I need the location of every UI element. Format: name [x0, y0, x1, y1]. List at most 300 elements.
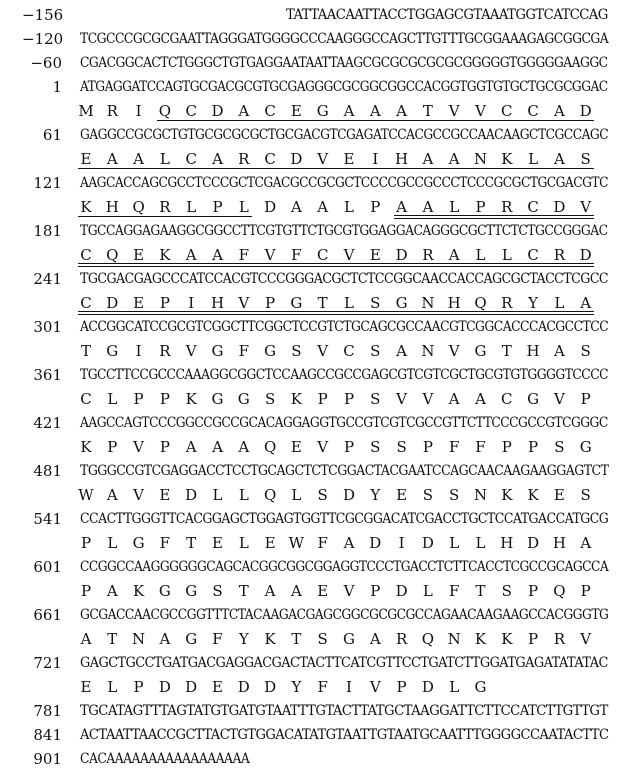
nucleotide-sequence: CCACTTGGGTTCACGGAGCTGGAGTGGTTCGCGGACATCGACCTGCTCCATGACCATGCG: [80, 511, 609, 527]
amino-acid-residue: E: [290, 438, 302, 456]
nucleotide-sequence: TATTAACAATTACCTGGAGCGTAAATGGTCATCCAG: [286, 7, 608, 23]
amino-acid-residue: Q: [158, 102, 172, 120]
amino-acid-residue: L: [501, 246, 512, 264]
amino-acid-residue: R: [553, 630, 566, 648]
amino-acid-residue: G: [290, 294, 303, 312]
position-number: 901: [33, 750, 62, 768]
domain-double-underline: [394, 215, 594, 219]
sequence-line: [0, 220, 627, 244]
amino-acid-translation: [80, 244, 610, 266]
amino-acid-residue: S: [370, 294, 381, 312]
position-number: −120: [22, 30, 64, 48]
amino-acid-residue: W: [78, 486, 94, 504]
amino-acid-residue: L: [238, 534, 249, 552]
amino-acid-residue: V: [580, 198, 592, 216]
amino-acid-residue: Q: [263, 486, 277, 504]
amino-acid-residue: V: [133, 486, 145, 504]
amino-acid-residue: G: [211, 342, 224, 360]
amino-acid-residue: C: [501, 102, 513, 120]
amino-acid-residue: A: [448, 390, 460, 408]
amino-acid-residue: I: [188, 294, 195, 312]
amino-acid-residue: S: [264, 390, 276, 408]
amino-acid-residue: D: [237, 678, 250, 696]
amino-acid-residue: V: [264, 246, 276, 264]
amino-acid-translation: [80, 676, 610, 698]
amino-acid-residue: L: [449, 198, 460, 216]
amino-acid-residue: D: [369, 534, 382, 552]
amino-acid-residue: P: [343, 390, 355, 408]
amino-acid-residue: P: [159, 438, 170, 456]
amino-acid-line: [0, 292, 627, 316]
amino-acid-residue: G: [474, 678, 487, 696]
position-number: 841: [33, 726, 62, 744]
amino-acid-residue: I: [135, 102, 142, 120]
amino-acid-residue: M: [78, 102, 94, 120]
amino-acid-residue: A: [553, 102, 565, 120]
sequence-line: [0, 556, 627, 580]
amino-acid-residue: L: [212, 486, 223, 504]
amino-acid-residue: E: [133, 294, 145, 312]
amino-acid-residue: P: [580, 390, 591, 408]
amino-acid-residue: A: [553, 150, 565, 168]
amino-acid-residue: E: [343, 150, 355, 168]
amino-acid-residue: F: [317, 534, 328, 552]
amino-acid-residue: K: [527, 486, 539, 504]
amino-acid-residue: E: [553, 486, 565, 504]
amino-acid-residue: S: [370, 390, 381, 408]
amino-acid-translation: [80, 148, 610, 170]
amino-acid-residue: L: [238, 198, 249, 216]
amino-acid-residue: D: [185, 678, 198, 696]
amino-acid-residue: L: [291, 486, 302, 504]
position-number: 301: [33, 318, 62, 336]
amino-acid-residue: A: [212, 246, 223, 264]
amino-acid-residue: S: [317, 630, 328, 648]
nucleotide-sequence: TGCGACGAGCCCATCCACGTCCCGGGACGCTCTCCGGCAACCACCAGCGCTACCTCGCC: [80, 271, 609, 287]
sequence-line: [0, 28, 627, 52]
amino-acid-residue: A: [396, 342, 408, 360]
nucleotide-sequence: GCGACCAACGCCGGTTTCTACAAGACGAGCGGCGCGCGCCAGAACAAGAAGCCACGGGTG: [80, 607, 609, 623]
position-number: −156: [22, 6, 64, 24]
amino-acid-residue: P: [317, 390, 328, 408]
domain-double-underline: [78, 263, 594, 267]
nucleotide-sequence: TGCCAGGAGAAGGCGGCCTTCGTGTTCTGCGTGGAGGACAGGGCGCTTCTCTGCCGGGAC: [80, 223, 608, 239]
amino-acid-residue: C: [80, 294, 92, 312]
amino-acid-residue: L: [475, 534, 486, 552]
amino-acid-residue: L: [344, 198, 354, 216]
amino-acid-line: [0, 100, 627, 124]
amino-acid-residue: S: [580, 342, 591, 360]
amino-acid-translation: [80, 532, 610, 554]
amino-acid-residue: P: [212, 198, 223, 216]
sequence-line: [0, 4, 627, 28]
amino-acid-residue: K: [290, 390, 302, 408]
amino-acid-residue: T: [291, 630, 302, 648]
position-number: 181: [33, 222, 62, 240]
amino-acid-residue: K: [80, 198, 92, 216]
amino-acid-residue: Q: [421, 630, 435, 648]
position-number: 721: [33, 654, 62, 672]
position-number: 781: [33, 702, 62, 720]
sequence-line: [0, 316, 627, 340]
amino-acid-residue: C: [80, 246, 92, 264]
amino-acid-residue: S: [580, 150, 591, 168]
amino-acid-residue: G: [316, 102, 329, 120]
amino-acid-residue: L: [475, 246, 486, 264]
amino-acid-translation: [80, 292, 610, 314]
amino-acid-residue: D: [106, 294, 119, 312]
amino-acid-residue: F: [238, 342, 249, 360]
amino-acid-residue: C: [527, 198, 539, 216]
position-number: 361: [33, 366, 62, 384]
amino-acid-residue: F: [238, 246, 249, 264]
amino-acid-residue: S: [291, 342, 302, 360]
amino-acid-residue: N: [447, 630, 461, 648]
amino-acid-residue: A: [106, 582, 118, 600]
amino-acid-residue: K: [264, 630, 276, 648]
amino-acid-residue: G: [185, 630, 198, 648]
amino-acid-residue: S: [212, 582, 223, 600]
sequence-line: [0, 700, 627, 724]
sequence-line: [0, 460, 627, 484]
amino-acid-residue: A: [238, 102, 250, 120]
amino-acid-residue: A: [290, 198, 302, 216]
amino-acid-residue: T: [186, 534, 197, 552]
amino-acid-residue: P: [396, 678, 407, 696]
amino-acid-residue: K: [501, 486, 513, 504]
amino-acid-residue: A: [238, 438, 250, 456]
amino-acid-residue: P: [80, 534, 92, 552]
amino-acid-residue: A: [343, 102, 355, 120]
nucleotide-sequence: TGCATAGTTTAGTATGTGATGTAATTTGTACTTATGCTAAGGATTCTTCCATCTTGTTGT: [80, 703, 608, 719]
amino-acid-residue: K: [501, 630, 513, 648]
nucleotide-sequence: CCGGCCAAGGGGGGCAGCACGGCGGCGGAGGTCCCTGACCTCTTCACCTCGCCGCAGCCA: [80, 559, 609, 575]
amino-acid-residue: I: [346, 678, 352, 696]
amino-acid-residue: A: [290, 582, 302, 600]
nucleotide-sequence: ATGAGGATCCAGTGCGACGCGTGCGAGGGCGCGGCGGCCACGGTGGTGTGCTGCGCGGAC: [80, 79, 608, 95]
amino-acid-residue: G: [185, 582, 198, 600]
amino-acid-residue: R: [501, 198, 513, 216]
amino-acid-residue: L: [422, 582, 433, 600]
amino-acid-residue: D: [211, 102, 224, 120]
sequence-line: [0, 652, 627, 676]
amino-acid-residue: V: [553, 390, 565, 408]
amino-acid-residue: I: [372, 150, 379, 168]
amino-acid-line: [0, 244, 627, 268]
amino-acid-residue: D: [527, 534, 540, 552]
amino-acid-residue: N: [473, 486, 488, 504]
amino-acid-residue: C: [80, 390, 92, 408]
amino-acid-residue: G: [395, 294, 408, 312]
amino-acid-residue: C: [185, 150, 197, 168]
amino-acid-residue: L: [159, 150, 170, 168]
amino-acid-residue: H: [552, 534, 566, 552]
amino-acid-residue: P: [501, 438, 512, 456]
amino-acid-residue: V: [343, 582, 355, 600]
amino-acid-residue: L: [344, 294, 354, 312]
position-number: 61: [42, 126, 62, 144]
position-number: 241: [33, 270, 62, 288]
nucleotide-sequence: ACCGGCATCCGCGTCGGCTTCGGCTCCGTCTGCAGCGCCAACGTCGGCACCCACGCCTCC: [80, 319, 609, 335]
amino-acid-residue: R: [159, 198, 171, 216]
amino-acid-residue: F: [159, 534, 171, 552]
amino-acid-residue: A: [422, 198, 434, 216]
amino-acid-residue: Y: [238, 630, 249, 648]
amino-acid-residue: H: [105, 198, 119, 216]
amino-acid-residue: A: [396, 198, 408, 216]
amino-acid-residue: A: [185, 438, 197, 456]
amino-acid-residue: L: [238, 486, 249, 504]
amino-acid-residue: Y: [291, 678, 302, 696]
amino-acid-line: [0, 628, 627, 652]
amino-acid-residue: V: [317, 342, 329, 360]
nucleotide-sequence: GAGGCCGCGCTGTGCGCGCGCTGCGACGTCGAGATCCACGCCGCCAACAAGCTCGCCAGC: [80, 127, 609, 143]
amino-acid-residue: V: [317, 438, 329, 456]
amino-acid-residue: Y: [528, 294, 539, 312]
sequence-line: [0, 748, 627, 772]
amino-acid-residue: P: [107, 438, 118, 456]
amino-acid-residue: D: [421, 534, 434, 552]
amino-acid-residue: E: [396, 486, 408, 504]
amino-acid-line: [0, 196, 627, 220]
sequence-line: [0, 124, 627, 148]
amino-acid-residue: Q: [474, 294, 487, 312]
position-number: 1: [52, 78, 62, 96]
amino-acid-residue: E: [133, 246, 145, 264]
amino-acid-residue: E: [290, 102, 302, 120]
amino-acid-translation: [80, 484, 610, 506]
amino-acid-residue: L: [528, 150, 539, 168]
amino-acid-residue: D: [158, 678, 171, 696]
amino-acid-residue: A: [448, 150, 460, 168]
amino-acid-translation: [80, 100, 610, 122]
amino-acid-residue: H: [395, 150, 409, 168]
amino-acid-residue: C: [185, 102, 197, 120]
amino-acid-residue: T: [107, 630, 118, 648]
amino-acid-residue: A: [264, 582, 276, 600]
amino-acid-residue: K: [501, 150, 513, 168]
amino-acid-residue: L: [554, 294, 565, 312]
amino-acid-residue: P: [528, 438, 539, 456]
amino-acid-residue: E: [80, 678, 92, 696]
amino-acid-residue: K: [80, 438, 92, 456]
amino-acid-residue: D: [579, 102, 592, 120]
amino-acid-residue: F: [317, 678, 328, 696]
amino-acid-residue: P: [159, 294, 170, 312]
amino-acid-residue: P: [528, 630, 539, 648]
nucleotide-sequence: AAGCACCAGCGCCTCCCGCTCGACGCCGCGCTCCCCGCCGCCCTCCCGCGCTGCGACGTC: [80, 175, 608, 191]
amino-acid-residue: R: [395, 630, 408, 648]
position-number: 121: [33, 174, 62, 192]
nucleotide-sequence: CGACGGCACTCTGGGCTGTGAGGAATAATTAAGCGCGCGCGCGCGGGGGTGGGGGAAGGC: [80, 55, 608, 71]
amino-acid-residue: A: [106, 486, 118, 504]
sequence-line: [0, 76, 627, 100]
amino-acid-residue: D: [185, 486, 198, 504]
amino-acid-translation: [80, 196, 610, 218]
sequence-line: [0, 412, 627, 436]
amino-acid-residue: V: [185, 342, 197, 360]
amino-acid-line: [0, 580, 627, 604]
amino-acid-residue: C: [527, 102, 539, 120]
amino-acid-residue: A: [475, 390, 486, 408]
amino-acid-residue: S: [501, 582, 512, 600]
amino-acid-residue: A: [369, 102, 381, 120]
amino-acid-residue: P: [80, 582, 92, 600]
sequence-line: [0, 604, 627, 628]
domain-underline: [78, 216, 252, 217]
amino-acid-residue: R: [501, 294, 513, 312]
amino-acid-residue: K: [159, 246, 171, 264]
amino-acid-residue: S: [370, 342, 381, 360]
amino-acid-residue: D: [395, 246, 408, 264]
amino-acid-line: [0, 436, 627, 460]
amino-acid-residue: G: [132, 534, 145, 552]
nucleotide-sequence: TCGCCCGCGCGAATTAGGGATGGGGCCCAAGGGCCAGCTTGTTTGCGGAAAGAGCGGCGA: [80, 31, 609, 47]
position-number: 541: [33, 510, 62, 528]
amino-acid-residue: V: [448, 102, 460, 120]
amino-acid-residue: D: [264, 198, 277, 216]
amino-acid-residue: A: [343, 534, 355, 552]
amino-acid-line: [0, 676, 627, 700]
amino-acid-residue: T: [238, 582, 249, 600]
amino-acid-residue: P: [528, 582, 539, 600]
amino-acid-residue: H: [210, 294, 225, 312]
amino-acid-residue: K: [132, 582, 145, 600]
amino-acid-residue: D: [395, 582, 408, 600]
position-number: 661: [33, 606, 62, 624]
amino-acid-residue: N: [132, 630, 146, 648]
amino-acid-line: [0, 388, 627, 412]
amino-acid-residue: A: [369, 630, 381, 648]
sequence-line: [0, 268, 627, 292]
amino-acid-residue: E: [264, 534, 276, 552]
amino-acid-residue: N: [473, 150, 488, 168]
amino-acid-residue: G: [211, 390, 224, 408]
amino-acid-residue: F: [212, 630, 223, 648]
amino-acid-residue: Q: [263, 438, 277, 456]
amino-acid-residue: A: [212, 150, 223, 168]
amino-acid-residue: A: [80, 630, 92, 648]
amino-acid-translation: [80, 436, 610, 458]
position-number: 601: [33, 558, 62, 576]
amino-acid-residue: H: [447, 294, 461, 312]
amino-acid-residue: E: [212, 534, 223, 552]
amino-acid-residue: K: [185, 390, 197, 408]
amino-acid-residue: V: [369, 678, 381, 696]
amino-acid-residue: V: [580, 630, 592, 648]
amino-acid-residue: V: [133, 438, 145, 456]
amino-acid-residue: D: [264, 678, 277, 696]
amino-acid-residue: F: [448, 438, 460, 456]
amino-acid-residue: F: [448, 582, 460, 600]
amino-acid-residue: G: [527, 390, 540, 408]
amino-acid-residue: E: [159, 486, 171, 504]
nucleotide-sequence: ACTAATTAACCGCTTACTGTGGACATATGTAATTGTAATGCAATTTGGGGCCAATACTTC: [80, 727, 609, 743]
amino-acid-residue: A: [580, 534, 592, 552]
amino-acid-residue: A: [159, 630, 171, 648]
amino-acid-residue: A: [185, 246, 197, 264]
amino-acid-residue: G: [264, 342, 277, 360]
amino-acid-residue: K: [474, 630, 487, 648]
amino-acid-residue: E: [369, 246, 381, 264]
amino-acid-residue: G: [474, 342, 487, 360]
amino-acid-residue: V: [448, 342, 460, 360]
amino-acid-residue: I: [135, 342, 142, 360]
amino-acid-residue: L: [449, 534, 460, 552]
amino-acid-residue: L: [449, 678, 460, 696]
sequence-figure: [0, 4, 627, 772]
amino-acid-residue: S: [370, 438, 381, 456]
amino-acid-residue: C: [501, 390, 513, 408]
domain-underline: [78, 168, 594, 169]
amino-acid-residue: L: [107, 534, 118, 552]
amino-acid-residue: E: [212, 678, 223, 696]
amino-acid-residue: S: [580, 486, 591, 504]
amino-acid-residue: V: [475, 102, 486, 120]
amino-acid-line: [0, 484, 627, 508]
amino-acid-residue: S: [317, 486, 328, 504]
amino-acid-line: [0, 340, 627, 364]
amino-acid-residue: T: [80, 342, 91, 360]
sequence-line: [0, 508, 627, 532]
domain-underline: [157, 120, 594, 121]
amino-acid-residue: A: [580, 294, 592, 312]
sequence-line: [0, 52, 627, 76]
amino-acid-residue: P: [580, 582, 591, 600]
position-number: 481: [33, 462, 62, 480]
amino-acid-residue: G: [106, 342, 119, 360]
sequence-line: [0, 364, 627, 388]
amino-acid-residue: H: [526, 342, 540, 360]
amino-acid-residue: L: [107, 390, 118, 408]
amino-acid-residue: T: [475, 582, 486, 600]
amino-acid-residue: P: [265, 294, 276, 312]
amino-acid-residue: D: [342, 486, 356, 504]
amino-acid-residue: Q: [132, 198, 145, 216]
amino-acid-residue: P: [159, 390, 170, 408]
amino-acid-residue: Q: [106, 246, 119, 264]
amino-acid-residue: C: [527, 246, 539, 264]
sequence-line: [0, 724, 627, 748]
amino-acid-residue: P: [133, 390, 144, 408]
amino-acid-residue: R: [159, 342, 171, 360]
amino-acid-residue: R: [553, 246, 566, 264]
amino-acid-residue: R: [422, 246, 434, 264]
amino-acid-translation: [80, 388, 610, 410]
nucleotide-sequence: CACAAAAAAAAAAAAAAAAA: [80, 751, 250, 767]
amino-acid-residue: W: [288, 534, 305, 552]
amino-acid-residue: A: [133, 150, 145, 168]
amino-acid-residue: T: [422, 102, 433, 120]
amino-acid-residue: L: [107, 678, 118, 696]
amino-acid-residue: V: [317, 150, 329, 168]
amino-acid-residue: P: [422, 438, 433, 456]
amino-acid-residue: R: [238, 150, 250, 168]
amino-acid-residue: D: [290, 150, 303, 168]
amino-acid-residue: A: [106, 150, 118, 168]
amino-acid-residue: V: [422, 390, 434, 408]
amino-acid-residue: H: [500, 534, 514, 552]
amino-acid-residue: A: [553, 342, 565, 360]
amino-acid-residue: E: [317, 582, 329, 600]
amino-acid-residue: S: [449, 486, 460, 504]
amino-acid-translation: [80, 340, 610, 362]
amino-acid-residue: A: [317, 198, 329, 216]
nucleotide-sequence: AAGCCAGTCCCGGCCGCCGCACAGGAGGTGCCGTCGTCGCCGTTCTTCCCGCCGTCGGGC: [80, 415, 608, 431]
domain-double-underline: [78, 311, 594, 315]
amino-acid-residue: D: [579, 246, 592, 264]
amino-acid-residue: P: [133, 678, 144, 696]
